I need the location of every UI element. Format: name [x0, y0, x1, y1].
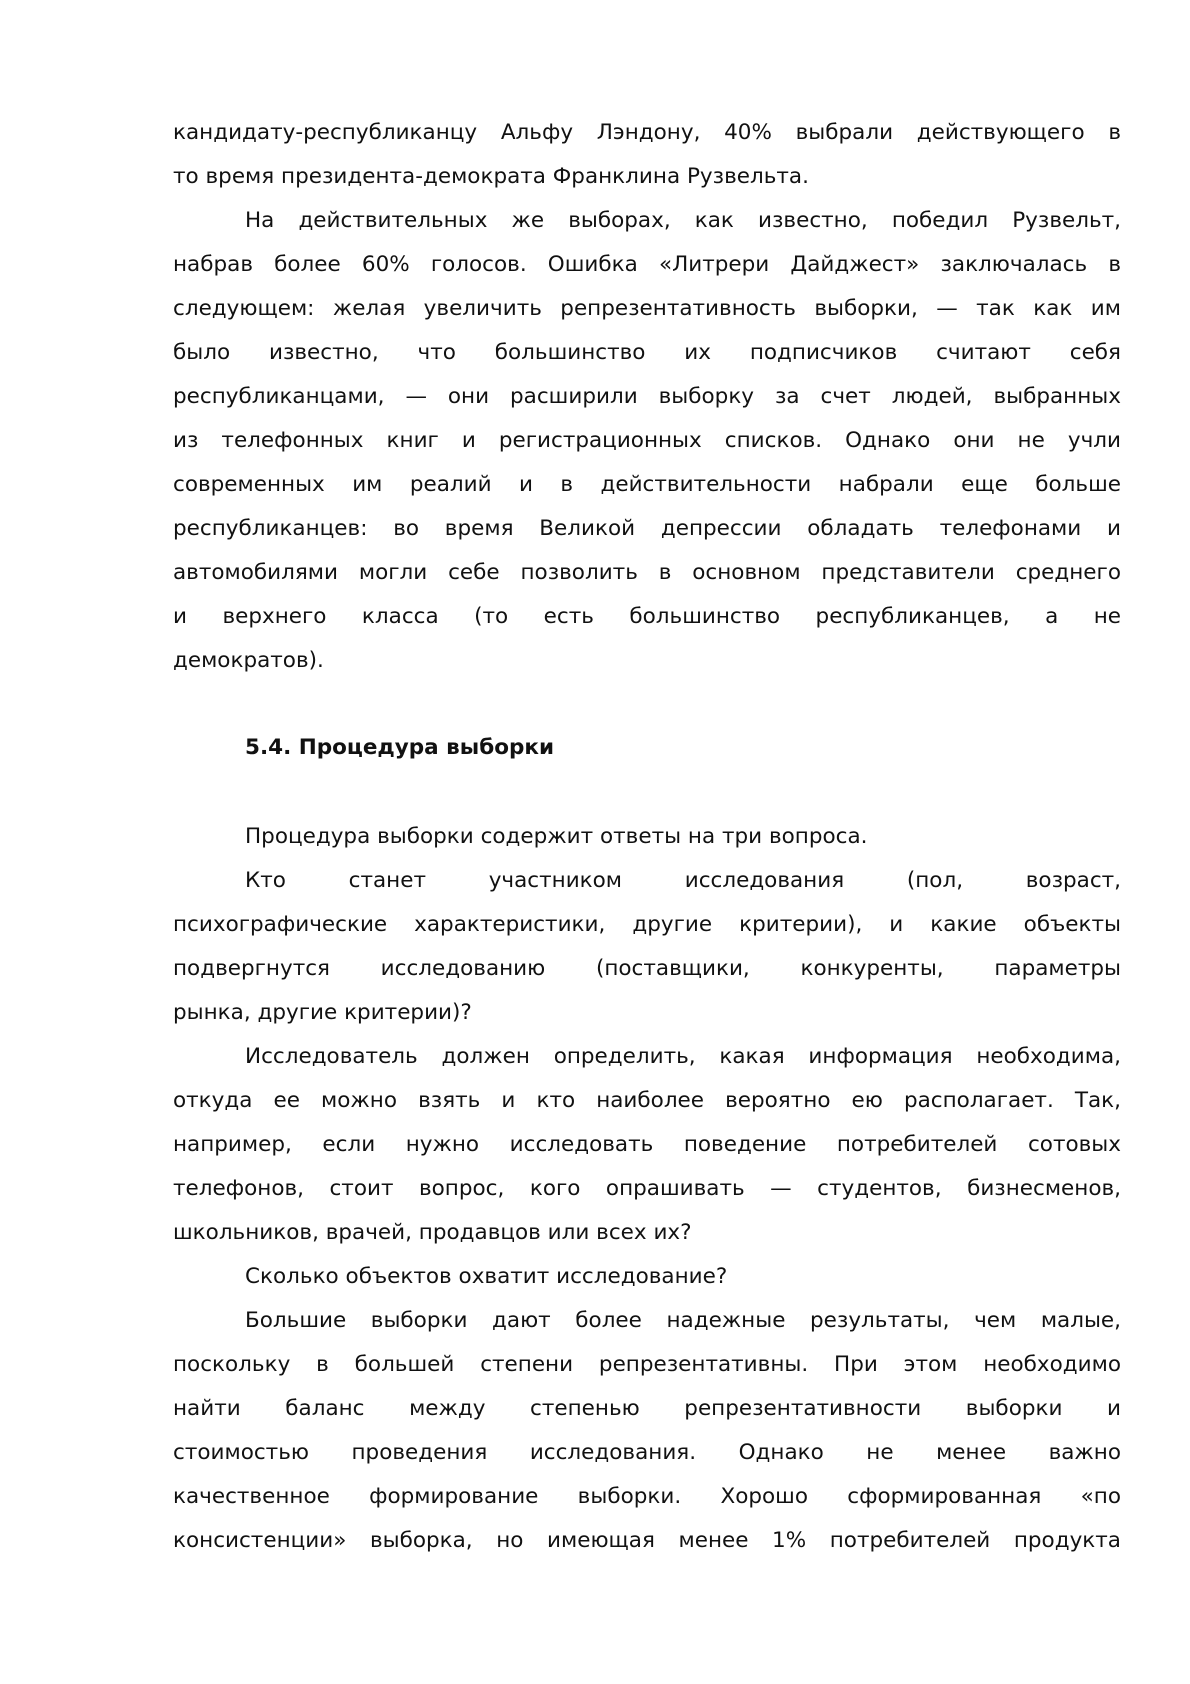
- text-line: кандидату-республиканцу Альфу Лэндону, 40% выбрали действующего в: [173, 120, 1121, 145]
- text-line: стоимостью проведения исследования. Однако не менее важно: [173, 1440, 1121, 1465]
- section-heading: 5.4. Процедура выборки: [245, 735, 555, 760]
- text-line: откуда ее можно взять и кто наиболее вероятно ею располагает. Так,: [173, 1088, 1121, 1113]
- text-line: На действительных же выборах, как известно, победил Рузвельт,: [245, 208, 1121, 233]
- text-line: качественное формирование выборки. Хорошо сформированная «по: [173, 1484, 1121, 1509]
- text-line: консистенции» выборка, но имеющая менее 1% потребителей продукта: [173, 1528, 1121, 1553]
- text-line: Кто станет участником исследования (пол, возраст,: [245, 868, 1121, 893]
- text-line: например, если нужно исследовать поведение потребителей сотовых: [173, 1132, 1121, 1157]
- text-line: психографические характеристики, другие критерии), и какие объекты: [173, 912, 1121, 937]
- text-line: Исследователь должен определить, какая информация необходима,: [245, 1044, 1121, 1069]
- text-line: следующем: желая увеличить репрезентативность выборки, — так как им: [173, 296, 1121, 321]
- text-line: то время президента-демократа Франклина Рузвельта.: [173, 164, 809, 189]
- text-line: республиканцев: во время Великой депрессии обладать телефонами и: [173, 516, 1121, 541]
- text-line: демократов).: [173, 648, 324, 673]
- text-line: найти баланс между степенью репрезентативности выборки и: [173, 1396, 1121, 1421]
- text-line: Сколько объектов охватит исследование?: [245, 1264, 728, 1289]
- text-line: автомобилями могли себе позволить в основном представители среднего: [173, 560, 1121, 585]
- text-line: из телефонных книг и регистрационных списков. Однако они не учли: [173, 428, 1121, 453]
- text-line: телефонов, стоит вопрос, кого опрашивать — студентов, бизнесменов,: [173, 1176, 1121, 1201]
- text-line: Процедура выборки содержит ответы на три вопроса.: [245, 824, 868, 849]
- text-line: республиканцами, — они расширили выборку за счет людей, выбранных: [173, 384, 1121, 409]
- text-line: и верхнего класса (то есть большинство республиканцев, а не: [173, 604, 1121, 629]
- text-line: современных им реалий и в действительности набрали еще больше: [173, 472, 1121, 497]
- text-line: было известно, что большинство их подписчиков считают себя: [173, 340, 1121, 365]
- text-line: подвергнутся исследованию (поставщики, конкуренты, параметры: [173, 956, 1121, 981]
- text-line: рынка, другие критерии)?: [173, 1000, 472, 1025]
- text-line: школьников, врачей, продавцов или всех их?: [173, 1220, 692, 1245]
- text-line: Большие выборки дают более надежные результаты, чем малые,: [245, 1308, 1121, 1333]
- text-line: набрав более 60% голосов. Ошибка «Литрери Дайджест» заключалась в: [173, 252, 1121, 277]
- text-line: поскольку в большей степени репрезентативны. При этом необходимо: [173, 1352, 1121, 1377]
